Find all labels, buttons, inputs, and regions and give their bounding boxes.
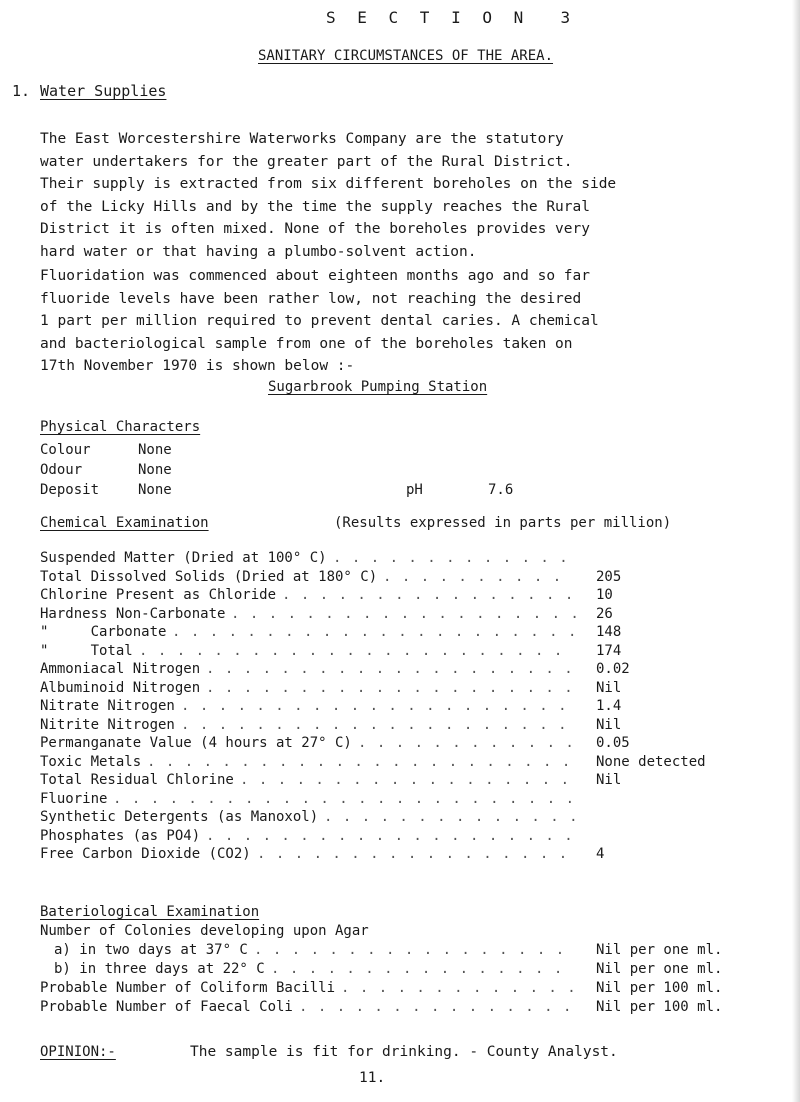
dot-leader: . . . . . . . . . . . . . . . . . . . . . . xyxy=(172,624,578,640)
dot-leader: . . . . . . . . . . . . . . . . xyxy=(271,961,564,977)
paragraph-line: 17th November 1970 is shown below :- xyxy=(40,358,355,375)
result-label: b) in three days at 22° C xyxy=(54,961,265,977)
physical-label: Colour xyxy=(40,442,91,458)
result-label: Phosphates (as PO4) xyxy=(40,827,201,844)
result-label: Probable Number of Faecal Coli xyxy=(40,999,293,1015)
result-value: 205 xyxy=(596,568,622,585)
item-title: Water Supplies xyxy=(40,82,167,100)
result-value: 0.05 xyxy=(596,735,630,751)
dot-leader: . . . . . . . . . . . . . . . . . . . . xyxy=(206,661,574,677)
result-value: Nil xyxy=(596,716,622,733)
result-label: Toxic Metals xyxy=(40,753,142,770)
dot-leader: . . . . . . . . . . . . . . . . . . . xyxy=(231,605,580,622)
result-label: Nitrite Nitrogen xyxy=(40,716,175,733)
result-value: Nil per one ml. xyxy=(596,942,723,958)
dot-leader: . . . . . . . . . . xyxy=(383,568,563,585)
result-label: Probable Number of Coliform Bacilli xyxy=(40,980,336,996)
paragraph-line: hard water or that having a plumbo-solvent action. xyxy=(40,243,477,260)
physical-heading: Physical Characters xyxy=(40,419,201,435)
result-label: Chlorine Present as Chloride xyxy=(40,587,277,603)
result-label: Nitrate Nitrogen xyxy=(40,698,175,714)
result-value: None detected xyxy=(596,753,706,770)
result-label: Fluorine xyxy=(40,790,108,807)
result-value: 26 xyxy=(596,605,613,622)
dot-leader: . . . . . . . . . . . . . . . . . . . . xyxy=(206,679,574,696)
paragraph-line: Their supply is extracted from six different boreholes on the side xyxy=(40,176,617,193)
result-value: Nil per 100 ml. xyxy=(596,980,723,996)
physical-value: None xyxy=(138,482,172,498)
paragraph-line: The East Worcestershire Waterworks Company are the statutory xyxy=(40,131,564,147)
physical-value: None xyxy=(138,462,172,478)
paragraph-fluoridation xyxy=(40,265,780,378)
dot-leader: . . . . . . . . . . . . . . . . . xyxy=(254,942,566,958)
bacteriological-heading: Bateriological Examination xyxy=(40,904,260,920)
paragraph-line: and bacteriological sample from one of the boreholes taken on xyxy=(40,335,573,352)
result-label: " Total xyxy=(40,642,133,659)
dot-leader: . . . . . . . . . . . . . . . . . . . . . . . xyxy=(147,753,572,770)
dot-leader: . . . . . . . . . . . . . . . . . . . . . . . . . xyxy=(113,790,576,807)
result-value: 10 xyxy=(596,587,613,603)
item-number: 1. xyxy=(12,82,31,100)
dot-leader: . . . . . . . . . . . . . . . . xyxy=(282,587,575,603)
dot-leader: . . . . . . . . . . . . . . . . . . . . . . . xyxy=(139,642,564,659)
result-label: " Carbonate xyxy=(40,624,167,640)
paragraph-line: of the Licky Hills and by the time the supply reaches the Rural xyxy=(40,198,590,215)
section-title: S E C T I O N 3 xyxy=(326,8,577,27)
result-label: Permanganate Value (4 hours at 27° C) xyxy=(40,735,352,751)
result-label: Total Dissolved Solids (Dried at 180° C) xyxy=(40,568,378,585)
paragraph-line: fluoride levels have been rather low, not reaching the desired xyxy=(40,290,582,307)
result-label: a) in two days at 37° C xyxy=(54,942,248,958)
result-value: Nil per one ml. xyxy=(596,961,723,977)
dot-leader: . . . . . . . . . . . . . . xyxy=(324,809,579,825)
dot-leader: . . . . . . . . . . . . . . . . . . . . xyxy=(206,827,574,844)
paragraph-line: District it is often mixed. None of the boreholes provides very xyxy=(40,221,590,238)
result-value: 0.02 xyxy=(596,661,630,677)
result-label: Suspended Matter (Dried at 100° C) xyxy=(40,550,327,566)
paragraph-line: Fluoridation was commenced about eighteen months ago and so far xyxy=(40,268,590,284)
result-value: Nil xyxy=(596,679,622,696)
chemical-note: (Results expressed in parts per million) xyxy=(334,515,672,531)
dot-leader: . . . . . . . . . . . . . . . xyxy=(299,999,573,1015)
paragraph-line: water undertakers for the greater part of the Rural District. xyxy=(40,153,573,170)
result-label: Albuminoid Nitrogen xyxy=(40,679,201,696)
dot-leader: . . . . . . . . . . . . . . . . . xyxy=(257,846,569,862)
result-value: 174 xyxy=(596,642,622,659)
page-number: 11. xyxy=(359,1070,386,1086)
paragraph-line: 1 part per million required to prevent dental caries. A chemical xyxy=(40,313,599,330)
physical-label: Odour xyxy=(40,462,83,478)
dot-leader: . . . . . . . . . . . . . xyxy=(333,550,569,566)
physical-value: None xyxy=(138,442,172,458)
result-label: Total Residual Chlorine xyxy=(40,772,234,788)
page-edge-shadow xyxy=(792,0,800,1102)
dot-leader: . . . . . . . . . . . . . . . . . . xyxy=(240,772,571,788)
physical-label: Deposit xyxy=(40,482,100,498)
result-label: Synthetic Detergents (as Manoxol) xyxy=(40,809,319,825)
dot-leader: . . . . . . . . . . . . . . . . . . . . . xyxy=(181,698,568,714)
result-value: 4 xyxy=(596,846,605,862)
section-heading: SANITARY CIRCUMSTANCES OF THE AREA. xyxy=(258,48,554,64)
result-label: Hardness Non-Carbonate xyxy=(40,605,226,622)
result-label: Free Carbon Dioxide (CO2) xyxy=(40,846,251,862)
chemical-heading: Chemical Examination xyxy=(40,515,209,531)
dot-leader: . . . . . . . . . . . . xyxy=(358,735,575,751)
dot-leader: . . . . . . . . . . . . . xyxy=(341,980,577,996)
opinion-label: OPINION:- xyxy=(40,1044,116,1060)
ph-value: 7.6 xyxy=(488,482,514,498)
result-value: 1.4 xyxy=(596,698,622,714)
paragraph-water-supply xyxy=(40,128,780,264)
result-value: 148 xyxy=(596,624,622,640)
bacteriological-intro: Number of Colonies developing upon Agar xyxy=(40,923,369,939)
result-value: Nil xyxy=(596,772,622,788)
result-value: Nil per 100 ml. xyxy=(596,999,723,1015)
dot-leader: . . . . . . . . . . . . . . . . . . . . . xyxy=(181,716,568,733)
opinion-text: The sample is fit for drinking. - County Analyst. xyxy=(190,1044,618,1060)
station-heading: Sugarbrook Pumping Station xyxy=(268,379,488,395)
ph-label: pH xyxy=(406,482,423,498)
result-label: Ammoniacal Nitrogen xyxy=(40,661,201,677)
